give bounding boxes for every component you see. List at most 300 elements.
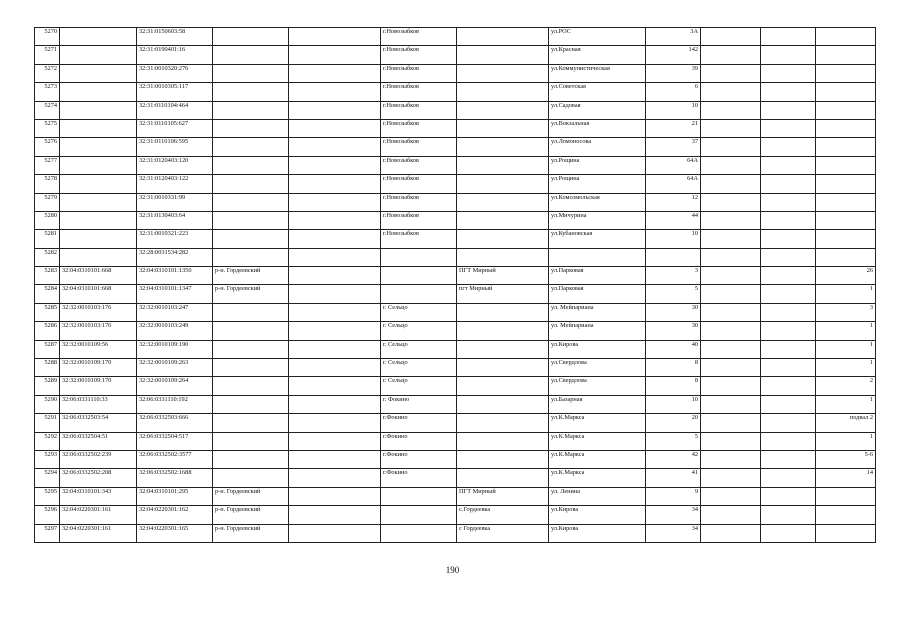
table-row — [35, 83, 876, 101]
city-cell: г. Фокино — [381, 395, 457, 413]
object-cadastral-number-cell: 32:32:0010109:264 — [137, 377, 213, 395]
table-row — [35, 285, 876, 303]
settlement-cell — [457, 83, 549, 101]
cadastral-number-cell: 32:04:0310101:668 — [60, 285, 137, 303]
object-cadastral-number-cell: 32:06:0331110:192 — [137, 395, 213, 413]
empty-cell — [289, 303, 381, 321]
settlement-cell — [457, 469, 549, 487]
table-row — [35, 64, 876, 82]
object-cadastral-number-cell: 32:31:0120403:122 — [137, 175, 213, 193]
city-cell — [381, 506, 457, 524]
object-cadastral-number-cell: 32:28:0031534:282 — [137, 248, 213, 266]
table-row — [35, 487, 876, 505]
empty-cell — [289, 524, 381, 542]
empty-cell — [761, 119, 816, 137]
table-row — [35, 359, 876, 377]
row-number-cell: 5292 — [35, 432, 60, 450]
empty-cell — [289, 414, 381, 432]
row-number-cell: 5293 — [35, 450, 60, 468]
object-cadastral-number-cell: 32:06:0332504:517 — [137, 432, 213, 450]
row-number-cell: 5279 — [35, 193, 60, 211]
district-cell: р-н. Гордеевский — [213, 506, 289, 524]
settlement-cell — [457, 450, 549, 468]
object-cadastral-number-cell: 32:31:0110104:464 — [137, 101, 213, 119]
settlement-cell: ПГТ Мирный — [457, 487, 549, 505]
city-cell: г. Сельцо — [381, 322, 457, 340]
object-cadastral-number-cell: 32:32:0010109:190 — [137, 340, 213, 358]
settlement-cell: с Гордеевка — [457, 524, 549, 542]
premises-number-cell — [816, 175, 876, 193]
premises-number-cell — [816, 230, 876, 248]
empty-cell — [701, 303, 761, 321]
house-number-cell: 10 — [646, 101, 701, 119]
premises-number-cell — [816, 46, 876, 64]
district-cell: р-н. Гордеевский — [213, 524, 289, 542]
cadastral-number-cell — [60, 101, 137, 119]
street-cell: ул.К.Маркса — [549, 414, 646, 432]
empty-cell — [289, 156, 381, 174]
city-cell: г.Новозыбков — [381, 28, 457, 46]
empty-cell — [289, 101, 381, 119]
premises-number-cell — [816, 524, 876, 542]
empty-cell — [761, 248, 816, 266]
city-cell: г.Новозыбков — [381, 138, 457, 156]
house-number-cell: 64А — [646, 156, 701, 174]
house-number-cell: 3 — [646, 267, 701, 285]
street-cell: ул.К.Маркса — [549, 450, 646, 468]
district-cell — [213, 211, 289, 229]
street-cell — [549, 248, 646, 266]
empty-cell — [289, 138, 381, 156]
object-cadastral-number-cell: 32:31:0010305:117 — [137, 83, 213, 101]
city-cell: г. Сельцо — [381, 303, 457, 321]
house-number-cell: 5 — [646, 285, 701, 303]
row-number-cell: 5270 — [35, 28, 60, 46]
empty-cell — [701, 83, 761, 101]
table-row — [35, 414, 876, 432]
city-cell — [381, 267, 457, 285]
cadastral-number-cell — [60, 28, 137, 46]
house-number-cell: 42 — [646, 450, 701, 468]
street-cell: ул.Коммунистическая — [549, 64, 646, 82]
table-row — [35, 432, 876, 450]
empty-cell — [701, 101, 761, 119]
row-number-cell: 5275 — [35, 119, 60, 137]
empty-cell — [289, 119, 381, 137]
row-number-cell: 5272 — [35, 64, 60, 82]
street-cell: ул.Кирова — [549, 524, 646, 542]
empty-cell — [701, 119, 761, 137]
district-cell — [213, 175, 289, 193]
row-number-cell: 5287 — [35, 340, 60, 358]
district-cell — [213, 432, 289, 450]
table-row — [35, 230, 876, 248]
cadastral-number-cell: 32:04:0220301:161 — [60, 506, 137, 524]
house-number-cell: 3А — [646, 28, 701, 46]
city-cell — [381, 285, 457, 303]
street-cell: ул.Ломоносова — [549, 138, 646, 156]
street-cell: ул.Базарная — [549, 395, 646, 413]
row-number-cell: 5274 — [35, 101, 60, 119]
settlement-cell — [457, 64, 549, 82]
empty-cell — [701, 322, 761, 340]
object-cadastral-number-cell: 32:32:0010103:247 — [137, 303, 213, 321]
district-cell — [213, 64, 289, 82]
empty-cell — [761, 285, 816, 303]
empty-cell — [701, 285, 761, 303]
district-cell — [213, 303, 289, 321]
settlement-cell — [457, 119, 549, 137]
premises-number-cell: подвал 2 — [816, 414, 876, 432]
settlement-cell — [457, 248, 549, 266]
street-cell: ул.Рощина — [549, 156, 646, 174]
street-cell: ул.Свердлова — [549, 377, 646, 395]
settlement-cell — [457, 395, 549, 413]
city-cell — [381, 487, 457, 505]
object-cadastral-number-cell: 32:04:0310101:1347 — [137, 285, 213, 303]
settlement-cell — [457, 156, 549, 174]
row-number-cell: 5280 — [35, 211, 60, 229]
street-cell: ул.Садовая — [549, 101, 646, 119]
city-cell: г.Новозыбков — [381, 193, 457, 211]
district-cell — [213, 322, 289, 340]
premises-number-cell: 1 — [816, 432, 876, 450]
street-cell: ул.К.Маркса — [549, 432, 646, 450]
empty-cell — [761, 469, 816, 487]
street-cell: ул.К.Маркса — [549, 469, 646, 487]
cadastral-number-cell — [60, 46, 137, 64]
empty-cell — [701, 267, 761, 285]
empty-cell — [289, 359, 381, 377]
empty-cell — [289, 377, 381, 395]
empty-cell — [289, 64, 381, 82]
table-row — [35, 340, 876, 358]
house-number-cell: 9 — [646, 487, 701, 505]
empty-cell — [289, 487, 381, 505]
object-cadastral-number-cell: 32:04:0310101:1350 — [137, 267, 213, 285]
settlement-cell — [457, 211, 549, 229]
premises-number-cell: 1 — [816, 322, 876, 340]
premises-number-cell — [816, 28, 876, 46]
settlement-cell — [457, 414, 549, 432]
empty-cell — [701, 193, 761, 211]
empty-cell — [701, 469, 761, 487]
settlement-cell — [457, 101, 549, 119]
district-cell — [213, 395, 289, 413]
street-cell: ул.Вокзальная — [549, 119, 646, 137]
premises-number-cell — [816, 487, 876, 505]
settlement-cell: ПГТ Мирный — [457, 267, 549, 285]
empty-cell — [701, 138, 761, 156]
empty-cell — [701, 359, 761, 377]
empty-cell — [761, 138, 816, 156]
object-cadastral-number-cell: 32:31:0110106:595 — [137, 138, 213, 156]
city-cell: г.Фокино — [381, 432, 457, 450]
premises-number-cell: 1 — [816, 285, 876, 303]
empty-cell — [761, 101, 816, 119]
object-cadastral-number-cell: 32:04:0220301:162 — [137, 506, 213, 524]
district-cell — [213, 46, 289, 64]
district-cell: р-н. Гордеевский — [213, 285, 289, 303]
table-row — [35, 469, 876, 487]
street-cell: ул.Парковая — [549, 267, 646, 285]
city-cell: г. Сельцо — [381, 340, 457, 358]
street-cell: ул.Рощина — [549, 175, 646, 193]
premises-number-cell: 3 — [816, 303, 876, 321]
city-cell: г.Новозыбков — [381, 156, 457, 174]
district-cell — [213, 28, 289, 46]
district-cell — [213, 138, 289, 156]
district-cell — [213, 119, 289, 137]
settlement-cell — [457, 46, 549, 64]
table-row — [35, 450, 876, 468]
empty-cell — [701, 340, 761, 358]
object-cadastral-number-cell: 32:32:0010103:249 — [137, 322, 213, 340]
empty-cell — [761, 322, 816, 340]
empty-cell — [761, 175, 816, 193]
object-cadastral-number-cell: 32:31:0110105:627 — [137, 119, 213, 137]
house-number-cell: 10 — [646, 395, 701, 413]
house-number-cell — [646, 248, 701, 266]
premises-number-cell: 1 — [816, 359, 876, 377]
city-cell: г.Фокино — [381, 414, 457, 432]
city-cell: г.Новозыбков — [381, 175, 457, 193]
empty-cell — [701, 64, 761, 82]
empty-cell — [761, 83, 816, 101]
settlement-cell — [457, 28, 549, 46]
table-row — [35, 395, 876, 413]
premises-number-cell — [816, 119, 876, 137]
premises-number-cell — [816, 138, 876, 156]
premises-number-cell — [816, 506, 876, 524]
house-number-cell: 40 — [646, 340, 701, 358]
registry-table — [34, 27, 876, 543]
house-number-cell: 64А — [646, 175, 701, 193]
district-cell — [213, 248, 289, 266]
city-cell: г.Фокино — [381, 469, 457, 487]
settlement-cell — [457, 303, 549, 321]
empty-cell — [761, 506, 816, 524]
row-number-cell: 5281 — [35, 230, 60, 248]
object-cadastral-number-cell: 32:31:0010320:276 — [137, 64, 213, 82]
house-number-cell: 30 — [646, 322, 701, 340]
city-cell: г.Фокино — [381, 450, 457, 468]
city-cell: г.Новозыбков — [381, 230, 457, 248]
cadastral-number-cell: 32:32:0010103:176 — [60, 303, 137, 321]
district-cell — [213, 230, 289, 248]
premises-number-cell — [816, 156, 876, 174]
object-cadastral-number-cell: 32:31:0010331:99 — [137, 193, 213, 211]
cadastral-number-cell — [60, 211, 137, 229]
cadastral-number-cell: 32:06:0332504:51 — [60, 432, 137, 450]
empty-cell — [701, 248, 761, 266]
district-cell — [213, 414, 289, 432]
district-cell — [213, 469, 289, 487]
cadastral-number-cell — [60, 156, 137, 174]
table-row — [35, 524, 876, 542]
empty-cell — [761, 156, 816, 174]
cadastral-number-cell — [60, 193, 137, 211]
object-cadastral-number-cell: 32:04:0220301:165 — [137, 524, 213, 542]
page-number: 190 — [445, 565, 460, 575]
house-number-cell: 37 — [646, 138, 701, 156]
empty-cell — [289, 340, 381, 358]
row-number-cell: 5278 — [35, 175, 60, 193]
empty-cell — [701, 414, 761, 432]
cadastral-number-cell — [60, 64, 137, 82]
empty-cell — [701, 506, 761, 524]
settlement-cell: пгт Мирный — [457, 285, 549, 303]
empty-cell — [701, 230, 761, 248]
cadastral-number-cell: 32:06:0332503:54 — [60, 414, 137, 432]
object-cadastral-number-cell: 32:31:0150603:58 — [137, 28, 213, 46]
settlement-cell — [457, 359, 549, 377]
district-cell: р-н. Гордеевский — [213, 267, 289, 285]
empty-cell — [761, 28, 816, 46]
table-row — [35, 506, 876, 524]
table-row — [35, 138, 876, 156]
premises-number-cell — [816, 101, 876, 119]
table-row — [35, 193, 876, 211]
settlement-cell — [457, 230, 549, 248]
empty-cell — [289, 450, 381, 468]
cadastral-number-cell — [60, 83, 137, 101]
empty-cell — [289, 395, 381, 413]
row-number-cell: 5277 — [35, 156, 60, 174]
object-cadastral-number-cell: 32:31:0010321:223 — [137, 230, 213, 248]
district-cell — [213, 340, 289, 358]
empty-cell — [761, 524, 816, 542]
premises-number-cell: 26 — [816, 267, 876, 285]
table-row — [35, 46, 876, 64]
empty-cell — [761, 359, 816, 377]
empty-cell — [761, 395, 816, 413]
city-cell — [381, 524, 457, 542]
house-number-cell: 21 — [646, 119, 701, 137]
street-cell: ул.Советская — [549, 83, 646, 101]
street-cell: ул.Свердлова — [549, 359, 646, 377]
cadastral-number-cell: 32:04:0310101:668 — [60, 267, 137, 285]
row-number-cell: 5297 — [35, 524, 60, 542]
settlement-cell — [457, 322, 549, 340]
empty-cell — [701, 46, 761, 64]
table-row — [35, 248, 876, 266]
cadastral-number-cell: 32:06:0332502:208 — [60, 469, 137, 487]
house-number-cell: 44 — [646, 211, 701, 229]
empty-cell — [761, 340, 816, 358]
district-cell — [213, 450, 289, 468]
object-cadastral-number-cell: 32:06:0332502:3577 — [137, 450, 213, 468]
empty-cell — [761, 230, 816, 248]
empty-cell — [701, 377, 761, 395]
district-cell — [213, 156, 289, 174]
street-cell: ул.Кирова — [549, 506, 646, 524]
empty-cell — [289, 230, 381, 248]
city-cell: г.Новозыбков — [381, 119, 457, 137]
cadastral-number-cell: 32:32:0010109:56 — [60, 340, 137, 358]
city-cell: г.Новозыбков — [381, 64, 457, 82]
empty-cell — [761, 193, 816, 211]
empty-cell — [701, 175, 761, 193]
empty-cell — [289, 211, 381, 229]
object-cadastral-number-cell: 32:06:0332503:666 — [137, 414, 213, 432]
district-cell — [213, 359, 289, 377]
cadastral-number-cell: 32:06:0331110:33 — [60, 395, 137, 413]
empty-cell — [761, 64, 816, 82]
city-cell: г.Новозыбков — [381, 83, 457, 101]
house-number-cell: 5 — [646, 432, 701, 450]
empty-cell — [289, 432, 381, 450]
row-number-cell: 5291 — [35, 414, 60, 432]
cadastral-number-cell: 32:04:0220301:161 — [60, 524, 137, 542]
house-number-cell: 142 — [646, 46, 701, 64]
empty-cell — [701, 28, 761, 46]
city-cell: г. Сельцо — [381, 359, 457, 377]
empty-cell — [289, 193, 381, 211]
table-row — [35, 377, 876, 395]
house-number-cell: 6 — [646, 83, 701, 101]
settlement-cell — [457, 175, 549, 193]
object-cadastral-number-cell: 32:32:0010109:263 — [137, 359, 213, 377]
registry-rows — [35, 28, 876, 543]
empty-cell — [761, 450, 816, 468]
premises-number-cell: 14 — [816, 469, 876, 487]
empty-cell — [701, 487, 761, 505]
row-number-cell: 5294 — [35, 469, 60, 487]
cadastral-number-cell — [60, 248, 137, 266]
premises-number-cell: 1 — [816, 340, 876, 358]
cadastral-number-cell: 32:32:0010109:170 — [60, 359, 137, 377]
street-cell: ул.РОС — [549, 28, 646, 46]
table-row — [35, 303, 876, 321]
settlement-cell — [457, 432, 549, 450]
table-row — [35, 322, 876, 340]
object-cadastral-number-cell: 32:31:0130403:64 — [137, 211, 213, 229]
empty-cell — [701, 450, 761, 468]
row-number-cell: 5295 — [35, 487, 60, 505]
street-cell: ул. Ленина — [549, 487, 646, 505]
row-number-cell: 5285 — [35, 303, 60, 321]
premises-number-cell — [816, 83, 876, 101]
object-cadastral-number-cell: 32:31:0120403:120 — [137, 156, 213, 174]
empty-cell — [289, 46, 381, 64]
street-cell: ул.Кирова — [549, 340, 646, 358]
row-number-cell: 5289 — [35, 377, 60, 395]
row-number-cell: 5284 — [35, 285, 60, 303]
house-number-cell: 39 — [646, 64, 701, 82]
house-number-cell: 10 — [646, 230, 701, 248]
object-cadastral-number-cell: 32:06:0332502:1688 — [137, 469, 213, 487]
empty-cell — [289, 285, 381, 303]
street-cell: ул. Мейпариана — [549, 303, 646, 321]
empty-cell — [289, 506, 381, 524]
settlement-cell: с.Гордеевка — [457, 506, 549, 524]
empty-cell — [761, 377, 816, 395]
settlement-cell — [457, 193, 549, 211]
premises-number-cell — [816, 248, 876, 266]
cadastral-number-cell — [60, 138, 137, 156]
street-cell: ул. Мейпариана — [549, 322, 646, 340]
empty-cell — [289, 469, 381, 487]
empty-cell — [701, 395, 761, 413]
house-number-cell: 20 — [646, 414, 701, 432]
table-row — [35, 267, 876, 285]
table-row — [35, 101, 876, 119]
table-row — [35, 175, 876, 193]
premises-number-cell: 5-6 — [816, 450, 876, 468]
empty-cell — [289, 248, 381, 266]
cadastral-number-cell — [60, 230, 137, 248]
